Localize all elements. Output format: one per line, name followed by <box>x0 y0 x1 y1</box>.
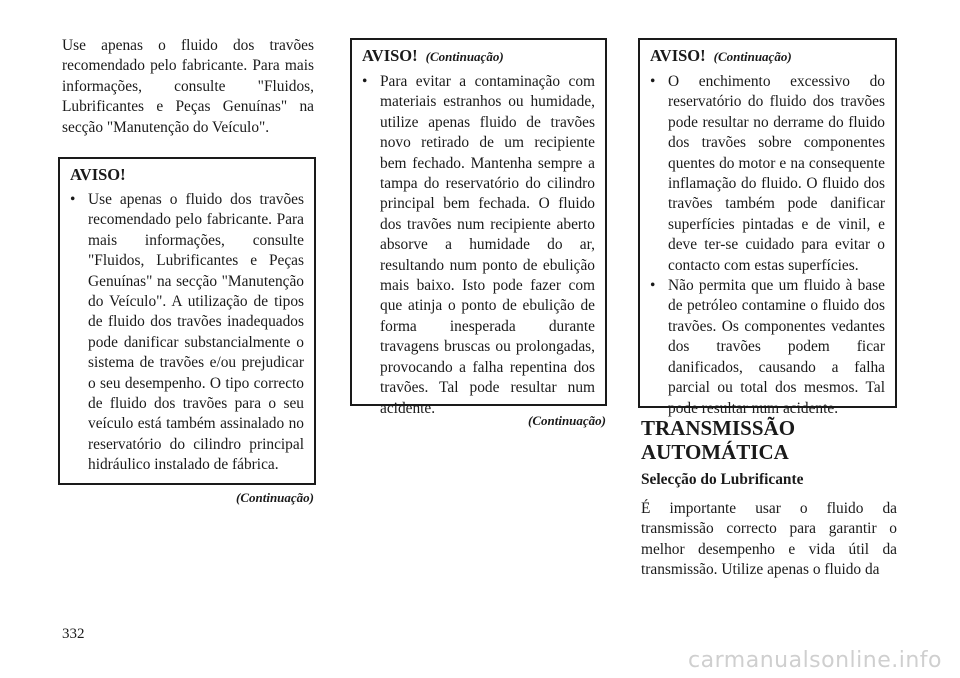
warning-bullet-text: Não permita que um fluido à base de petróleo contamine o fluido dos travões. Os componentes vedantes dos travões podem ficar danificados, causando a falha parcial ou total dos mesmos. Tal pode resultar num acidente. <box>668 277 885 417</box>
warning-bullet-text: O enchimento excessivo do reservatório do fluido dos travões pode resultar no derrame do fluido dos travões sobre componentes quentes do motor e na consequente inflamação do fluido. O fluido dos travões também pode danificar superfícies pintadas e de vinil, e deve ter-se cuidado para evitar o contacto com estas superfícies. <box>668 73 885 274</box>
warning-title: AVISO! <box>70 165 126 184</box>
warning-title-text: AVISO! <box>362 46 418 65</box>
bullet-icon: • <box>650 73 656 90</box>
subsection-heading: Selecção do Lubrificante <box>641 471 804 488</box>
bullet-icon: • <box>362 73 368 90</box>
warning-bullet <box>650 276 885 419</box>
warning-title-text: AVISO! <box>650 46 706 65</box>
warning-bullet <box>70 190 304 476</box>
bullet-icon: • <box>650 277 656 295</box>
warning-title <box>362 46 595 67</box>
continued-note-2: (Continuação) <box>527 413 606 428</box>
warning-continued-label: (Continuação) <box>425 49 504 64</box>
warning-bullet <box>362 72 595 419</box>
page-number: 332 <box>62 626 85 642</box>
warning-box-3 <box>638 38 897 417</box>
warning-bullet-text: Use apenas o fluido dos travões recomendado pelo fabricante. Para mais informações, consulte "Fluidos, Lubrificantes e Peças Genuínas" na secção "Manutenção do Veículo". A utilização de tipos de fluido dos travões inadequados pode danificar substancialmente o sistema de travões e/ou prejudicar o seu desempenho. O tipo correcto de fluido dos travões para o seu veículo está também assinalado no reservatório do cilindro principal hidráulico instalado de fábrica. <box>88 191 304 474</box>
section-heading-line1: TRANSMISSÃO <box>641 416 796 440</box>
section-heading-line2: AUTOMÁTICA <box>641 440 789 464</box>
warning-continued-label: (Continuação) <box>713 49 792 64</box>
bullet-icon: • <box>70 191 76 208</box>
warning-box-2 <box>350 38 607 417</box>
warning-box-1 <box>58 157 316 485</box>
warning-bullet-text: Para evitar a contaminação com materiais estranhos ou humidade, utilize apenas fluido de travões novo retirado de um recipiente bem fechado. Mantenha sempre a tampa do reservatório do cilindro principal bem fechada. O fluido dos travões num recipiente aberto absorve a humidade do ar, resultando num ponto de ebulição mais baixo. Isto pode fazer com que atinja o ponto de ebulição de forma inesperada durante travagens bruscas ou prolongadas, provocando a falha repentina dos travões. Tal pode resultar num acidente. <box>380 73 595 417</box>
continued-note-1: (Continuação) <box>235 490 314 505</box>
warning-bullet <box>650 72 885 276</box>
section-heading <box>641 416 897 464</box>
watermark: carmanualsonline.info <box>688 648 942 673</box>
intro-paragraph: Use apenas o fluido dos travões recomendado pelo fabricante. Para mais informações, consulte "Fluidos, Lubrificantes e Peças Genuínas" na secção "Manutenção do Veículo". <box>62 37 314 136</box>
lubricant-paragraph: É importante usar o fluido da transmissão correcto para garantir o melhor desempenho e vida útil da transmissão. Utilize apenas o fluido da <box>641 500 897 579</box>
warning-title <box>650 46 885 67</box>
